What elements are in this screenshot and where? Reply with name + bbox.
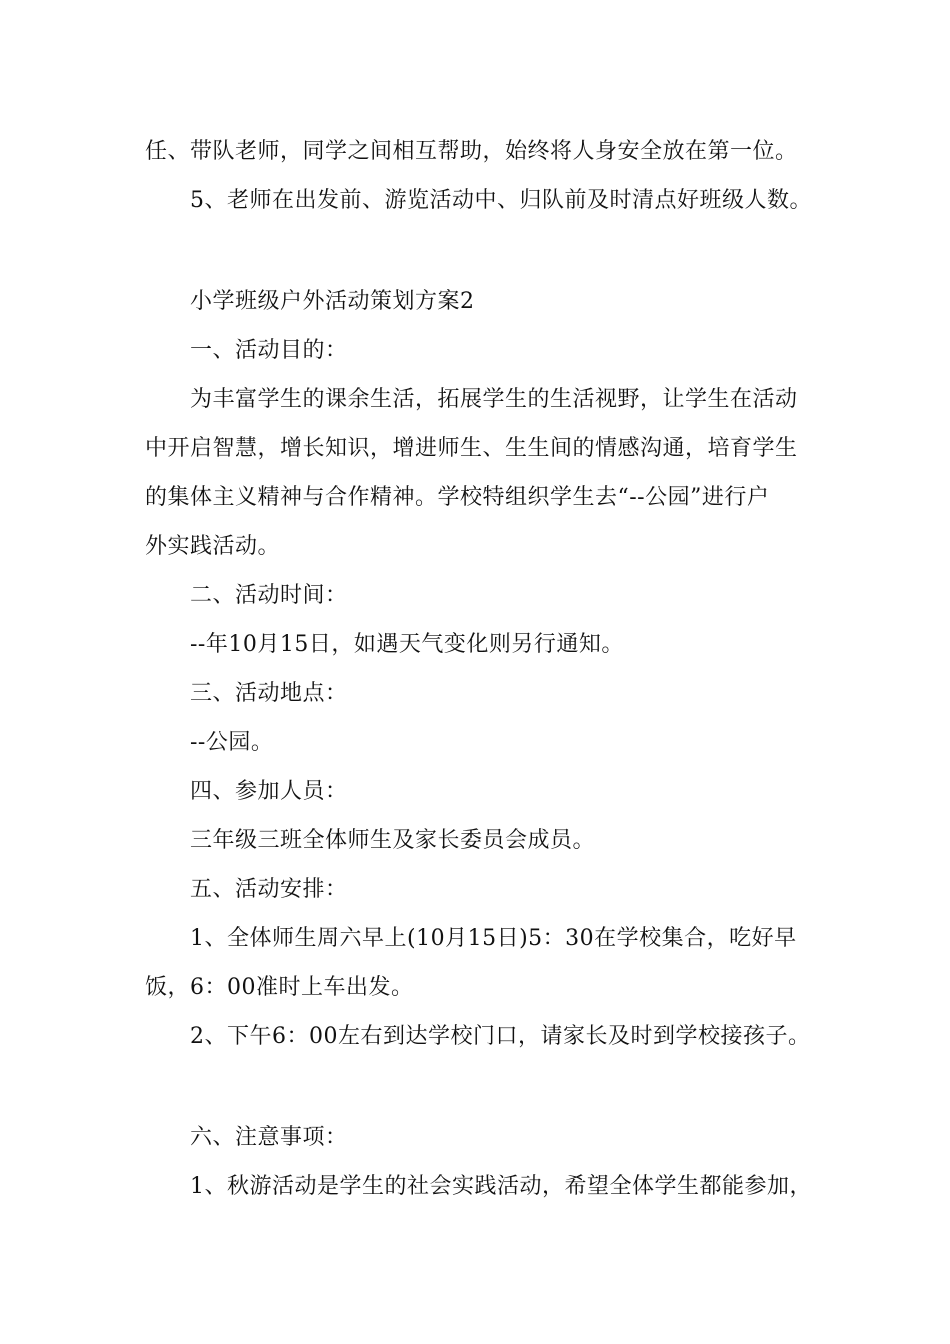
heading-location: 三、活动地点： — [190, 681, 348, 706]
paragraph-line: --公园。 — [190, 730, 274, 755]
heading-time: 二、活动时间： — [190, 583, 348, 608]
paragraph-line: 2、下午6：00左右到达学校门口，请家长及时到学校接孩子。 — [190, 1024, 811, 1049]
section-title: 小学班级户外活动策划方案2 — [190, 289, 475, 314]
paragraph-line: --年10月15日，如遇天气变化则另行通知。 — [190, 632, 624, 657]
heading-arrangement: 五、活动安排： — [190, 877, 348, 902]
paragraph-line: 三年级三班全体师生及家长委员会成员。 — [190, 828, 596, 853]
paragraph-line: 的集体主义精神与合作精神。学校特组织学生去“--公园”进行户 — [145, 485, 770, 510]
paragraph-line: 外实践活动。 — [145, 534, 281, 559]
paragraph-line: 为丰富学生的课余生活，拓展学生的生活视野，让学生在活动 — [190, 387, 798, 412]
paragraph-line: 1、秋游活动是学生的社会实践活动，希望全体学生都能参加， — [190, 1174, 812, 1199]
heading-notes: 六、注意事项： — [190, 1125, 348, 1150]
paragraph-line: 饭，6：00准时上车出发。 — [145, 975, 414, 1000]
paragraph-line: 任、带队老师，同学之间相互帮助，始终将人身安全放在第一位。 — [145, 139, 798, 164]
paragraph-line: 中开启智慧，增长知识，增进师生、生生间的情感沟通，培育学生 — [145, 436, 798, 461]
paragraph-line: 1、全体师生周六早上(10月15日)5：30在学校集合，吃好早 — [190, 926, 797, 951]
heading-participants: 四、参加人员： — [190, 779, 348, 804]
paragraph-line: 5、老师在出发前、游览活动中、归队前及时清点好班级人数。 — [190, 188, 812, 213]
heading-purpose: 一、活动目的： — [190, 338, 348, 363]
